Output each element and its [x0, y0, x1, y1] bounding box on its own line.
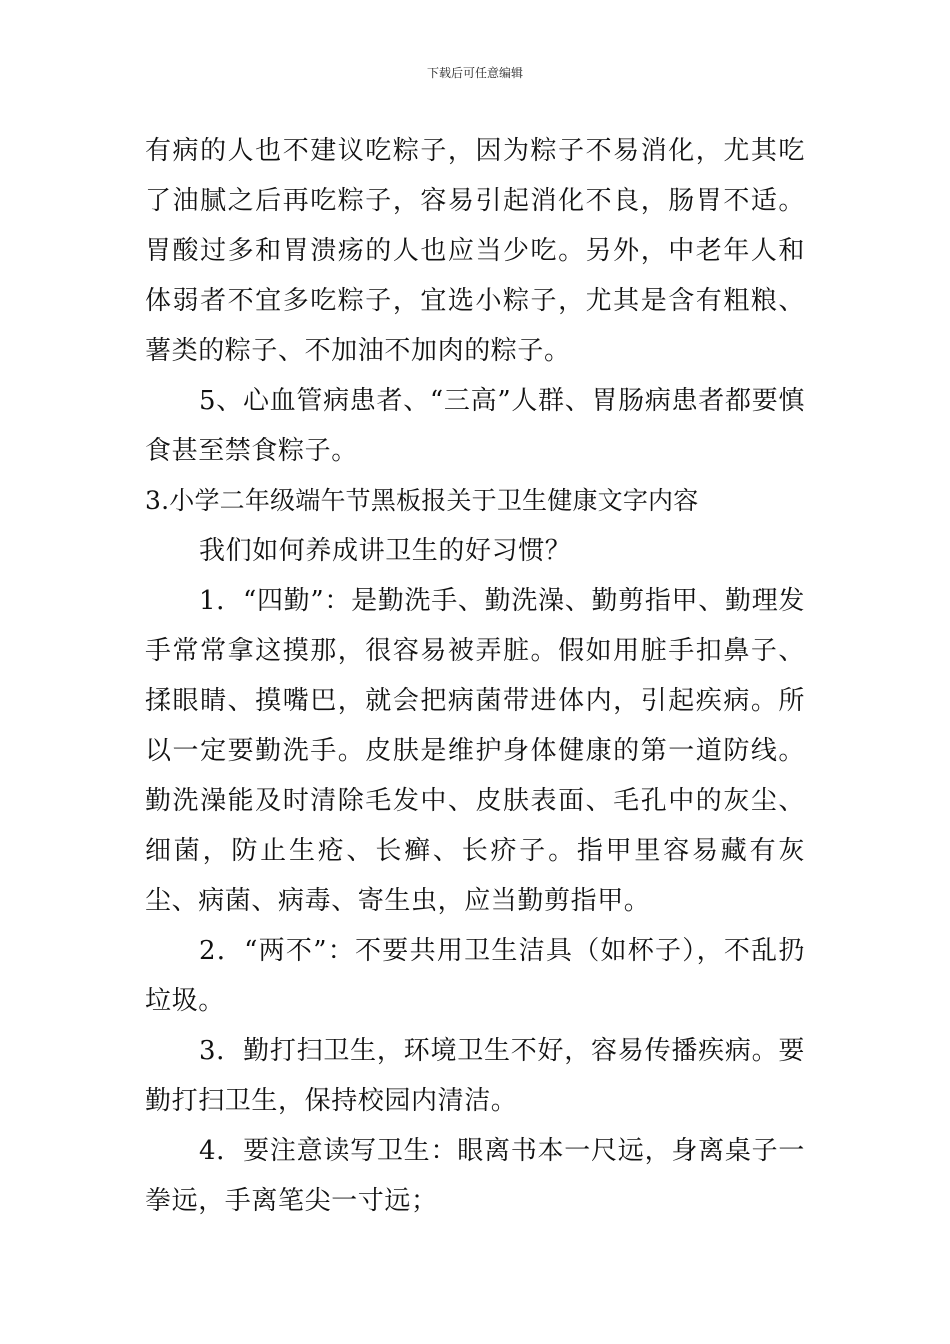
- paragraph-item-5: 5、心血管病患者、“三高”人群、胃肠病患者都要慎食甚至禁食粽子。: [145, 386, 805, 466]
- document-body: [145, 126, 805, 1226]
- paragraph-cleaning: 3．勤打扫卫生，环境卫生不好，容易传播疾病。要勤打扫卫生，保持校园内清洁。: [145, 1036, 805, 1116]
- section-heading: 3.小学二年级端午节黑板报关于卫生健康文字内容: [145, 486, 699, 515]
- paragraph-question: 我们如何养成讲卫生的好习惯？: [199, 536, 572, 566]
- paragraph-zongzi-advice: 有病的人也不建议吃粽子，因为粽子不易消化，尤其吃了油腻之后再吃粽子，容易引起消化不良，肠胃不适。胃酸过多和胃溃疡的人也应当少吃。另外，中老年人和体弱者不宜多吃粽子，宜选小粽子，尤其是含有粗粮、薯类的粽子、不加油不加肉的粽子。: [145, 136, 805, 366]
- paragraph-four-diligences: 1．“四勤”：是勤洗手、勤洗澡、勤剪指甲、勤理发手常常拿这摸那，很容易被弄脏。假如用脏手扣鼻子、揉眼睛、摸嘴巴，就会把病菌带进体内，引起疾病。所以一定要勤洗手。皮肤是维护身体健康的第一道防线。勤洗澡能及时清除毛发中、皮肤表面、毛孔中的灰尘、细菌，防止生疮、长癣、长疥子。指甲里容易藏有灰尘、病菌、病毒、寄生虫，应当勤剪指甲。: [145, 586, 805, 916]
- paragraph-reading-hygiene: 4．要注意读写卫生：眼离书本一尺远，身离桌子一拳远，手离笔尖一寸远；: [145, 1136, 805, 1216]
- paragraph-two-donts: 2．“两不”：不要共用卫生洁具（如杯子），不乱扔垃圾。: [145, 936, 805, 1016]
- page-header: 下载后可任意编辑: [426, 66, 523, 80]
